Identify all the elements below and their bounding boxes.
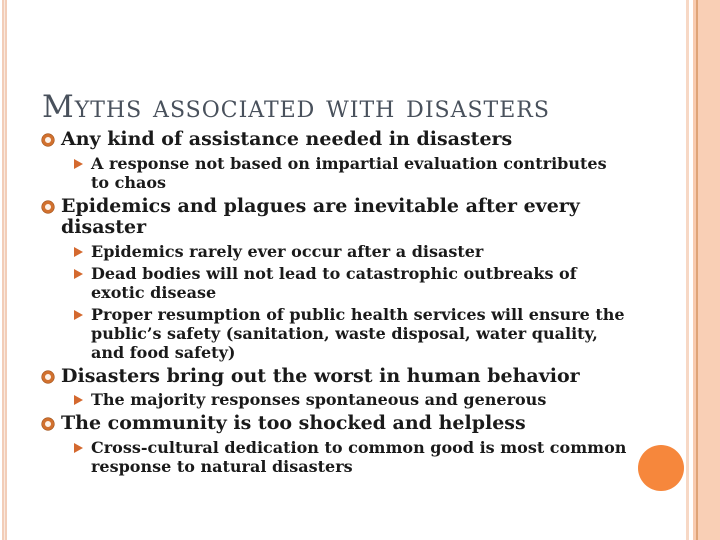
list-item <box>73 264 628 302</box>
list-item-text: The community is too shocked and helpless <box>61 412 526 434</box>
list-item-text: Any kind of assistance needed in disasters <box>61 128 513 150</box>
arrow-bullet-icon <box>74 269 83 279</box>
list-item <box>73 390 628 409</box>
list-item <box>42 196 628 239</box>
bullet-list <box>42 125 628 476</box>
list-item <box>73 154 628 192</box>
list-item-text: A response not based on impartial evaluation contributes to chaos <box>91 153 607 192</box>
ring-bullet-icon <box>42 134 54 146</box>
list-item <box>42 366 628 388</box>
ring-bullet-icon <box>42 371 54 383</box>
list-item <box>73 438 628 476</box>
list-item-text: Epidemics and plagues are inevitable after every disaster <box>61 194 580 238</box>
arrow-bullet-icon <box>74 310 83 320</box>
slide-title: Myths associated with disasters <box>42 88 550 125</box>
list-item <box>42 129 628 151</box>
ring-bullet-icon <box>42 418 54 430</box>
arrow-bullet-icon <box>74 443 83 453</box>
list-item-text: The majority responses spontaneous and generous <box>91 390 547 409</box>
list-item-text: Cross-cultural dedication to common good is most common response to natural disasters <box>91 437 627 476</box>
arrow-bullet-icon <box>74 159 83 169</box>
right-border-band <box>686 0 720 540</box>
accent-circle <box>638 445 684 491</box>
list-item-text: Proper resumption of public health services will ensure the public’s safety (sanitation, waste disposal, water quality, and food safety) <box>91 304 625 362</box>
list-item-text: Disasters bring out the worst in human behavior <box>61 364 580 387</box>
list-item <box>73 242 628 261</box>
arrow-bullet-icon <box>74 395 83 405</box>
list-item-text: Epidemics rarely ever occur after a disaster <box>91 241 484 261</box>
left-border-stripes <box>0 0 8 540</box>
list-item <box>73 305 628 362</box>
list-item <box>42 413 628 435</box>
ring-bullet-icon <box>42 201 54 213</box>
arrow-bullet-icon <box>74 247 83 257</box>
list-item-text: Dead bodies will not lead to catastrophic outbreaks of exotic disease <box>91 263 577 302</box>
